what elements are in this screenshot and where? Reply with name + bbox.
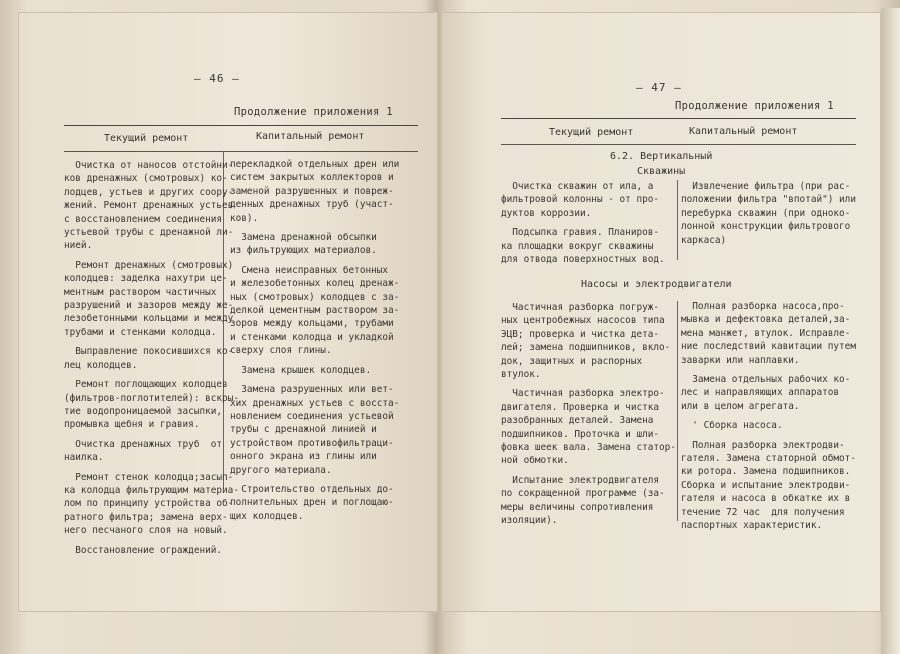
section-subtitle: Скважины: [637, 166, 686, 177]
left-page: [18, 12, 438, 612]
left-capital-paragraph: Замена крышек колодцев.: [230, 364, 372, 376]
pumps-current-column: [501, 301, 677, 534]
right-header-current: Текущий ремонт: [549, 127, 634, 138]
left-current-paragraph: Ремонт дренажных (смотровых) колодцев: заделка нахутри це- ментным раствором частичных разрушений и зазоров между же- лезобетонными кольцами и между трубами и стенками колодца.: [64, 259, 234, 338]
left-capital-paragraph: Строительство отдельных до- полнительных дрен и поглощаю- щих колодцев.: [230, 483, 394, 522]
pumps-capital-paragraph: Полная разборка насоса,про- мывка и дефектовка деталей,за- мена манжет, втулок. Исправле- ние последствий кавитации путем заварки или наплавки.: [681, 301, 856, 366]
section-title: 6.2. Вертикальный: [610, 151, 713, 162]
left-current-paragraph: Ремонт поглощающих колодцев (фильтров-поглотителей): вскры- тие водопроницаемой засыпки, промывка щебня и гравия.: [64, 379, 239, 431]
left-top-rule: [64, 125, 418, 126]
left-capital-paragraph: Смена неисправных бетонных и железобетонных колец дренаж- ных (смотровых) колодцев с за- делкой цементным раствором за- зоров между кольцами, трубами и стенками колодца и укладкой сверху слоя глины.: [230, 264, 400, 357]
left-current-paragraph: Выправление покосившихся ко- лец колодцев.: [64, 346, 234, 371]
wells-current-paragraph: Подсыпка гравия. Планиров- ка площадки вокруг скважины для отвода поверхностных вод.: [501, 227, 665, 266]
left-capital-paragraph: Замена разрушенных или вет- хих дренажных устьев с восста- новлением соединения устьевой трубы с дренажной линией и устройством противофильтраци- онного экрана из глины или другого материала.: [230, 384, 400, 476]
right-header-capital: Капитальный ремонт: [689, 126, 798, 137]
wells-current-paragraph: Очистка скважин от ила, а фильтровой колонны - от про- дуктов коррозии.: [501, 181, 660, 219]
left-capital-column: [230, 158, 420, 529]
left-header-current: Текущий ремонт: [104, 133, 189, 144]
right-top-rule: [501, 118, 856, 119]
wells-current-column: [501, 180, 671, 272]
pumps-current-paragraph: Частичная разборка электро- двигателя. Проверка и чистка разобранных деталей. Замена подшипников. Проточка и шли- фовка шеек вала. Замена статор- ной обмотки.: [501, 388, 676, 467]
left-current-paragraph: Восстановление ограждений.: [64, 544, 223, 556]
left-current-paragraph: Ремонт стенок колодца;засып- ка колодца фильтрующим материа- лом по принципу устройства об- ратного фильтра; замена верх- него песчаного слоя на новый.: [64, 471, 239, 537]
left-continuation-label: Продолжение приложения 1: [234, 106, 393, 118]
right-page: [441, 12, 881, 612]
pumps-capital-column: [681, 300, 871, 539]
left-capital-paragraph: перекладкой отдельных дрен или систем закрытых коллекторов и заменой разрушенных и повреж- денных дренажных труб (участ- ков).: [230, 159, 400, 224]
pumps-capital-paragraph: Замена отдельных рабочих ко- лес и направляющих аппаратов или в целом агрегата.: [681, 374, 851, 412]
pumps-capital-paragraph: Полная разборка электродви- гателя. Замена статорной обмот- ки ротора. Замена подшипников. Сборка и испытание электродви- гателя и насоса в обкатке их в течение 72 час для получения паспортных характеристик.: [681, 439, 856, 532]
left-header-rule: [64, 151, 418, 152]
left-current-paragraph: Очистка дренажных труб от наилка.: [64, 438, 223, 464]
wells-column-divider: [677, 180, 678, 260]
page-stack-edge: [881, 8, 900, 654]
left-current-paragraph: Очистка от наносов отстойни- ков дренажных (смотровых) ко- лодцев, устьев и других соору- жений. Ремонт дренажных устьев с восстановлением соединения устьевой трубы с дренажной ли- нией.: [64, 160, 234, 252]
right-page-number: — 47 —: [636, 81, 682, 94]
wells-capital-column: [681, 180, 866, 253]
pumps-current-paragraph: Частичная разборка погруж- ных центробежных насосов типа ЭЦВ; проверка и чистка дета- лей; замена подшипников, вкло- док, защитных и распорных втулок.: [501, 302, 671, 381]
left-header-capital: Капитальный ремонт: [256, 131, 365, 142]
right-continuation-label: Продолжение приложения 1: [675, 100, 834, 112]
pumps-section-title: Насосы и электродвигатели: [581, 279, 732, 290]
left-current-column: [64, 159, 239, 563]
left-capital-paragraph: Замена дренажной обсыпки из фильтрующих материалов.: [230, 232, 377, 257]
right-header-rule: [501, 144, 856, 145]
pumps-current-paragraph: Испытание электродвигателя по сокращенной программе (за- меры величины сопротивления изоляции).: [501, 474, 665, 527]
pumps-capital-paragraph: ' Сборка насоса.: [681, 420, 783, 432]
left-page-number: — 46 —: [194, 72, 240, 85]
wells-capital-paragraph: Извлечение фильтра (при рас- положении фильтра "впотай") или перебурка скважин (при одноко- лонной конструкции фильтрового каркаса): [681, 181, 856, 246]
pumps-column-divider: [677, 301, 678, 521]
